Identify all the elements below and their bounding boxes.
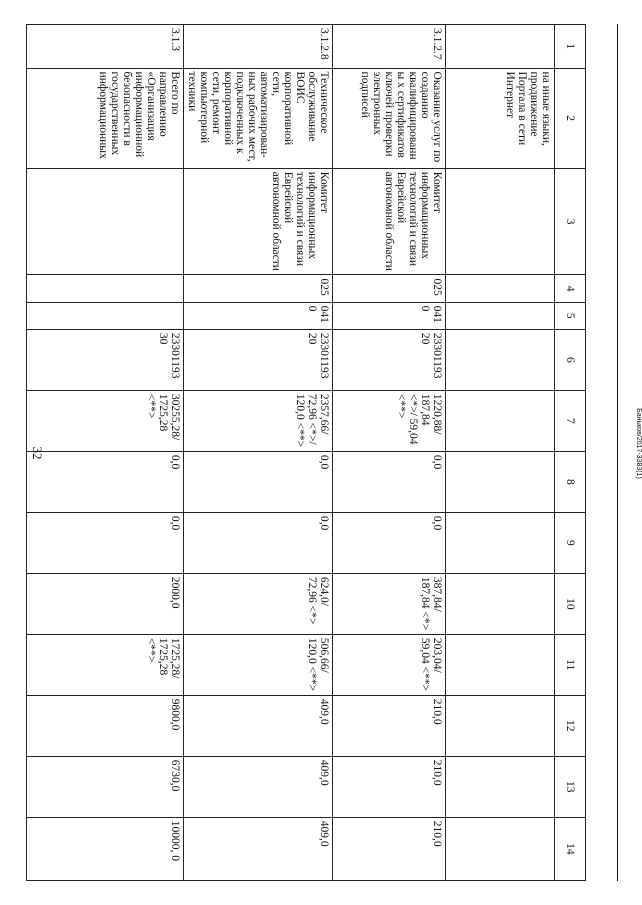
budget-table	[26, 24, 586, 881]
header-cell: 12	[555, 695, 586, 756]
rotated-sheet	[46, 24, 586, 881]
table-cell: 409,0	[184, 695, 333, 756]
table-cell: 1220,88/ 187,84 <*>/ 59,04 <**>	[333, 390, 446, 451]
header-cell: 10	[555, 573, 586, 634]
table-cell	[446, 695, 555, 756]
table-cell	[446, 451, 555, 512]
table-cell: 0,0	[184, 451, 333, 512]
table-cell	[27, 302, 184, 329]
table-cell: 10000, 0	[27, 817, 184, 880]
table-cell: 025	[333, 275, 446, 302]
header-cell: 4	[555, 275, 586, 302]
table-cell: 624,0/ 72,96 <*>	[184, 573, 333, 634]
table-cell	[446, 25, 555, 69]
table-header-row	[555, 25, 586, 881]
header-cell: 3	[555, 168, 586, 275]
table-cell: 2000,0	[27, 573, 184, 634]
table-cell: 2357,66/ 72,96 <*>/ 120,0 <**>	[184, 390, 333, 451]
table-cell: 0,0	[333, 512, 446, 573]
table-row	[184, 25, 333, 881]
header-cell: 9	[555, 512, 586, 573]
table-cell	[27, 275, 184, 302]
table-row	[333, 25, 446, 881]
table-cell	[446, 329, 555, 390]
table-cell: Всего по направлению «Организация информационной безопасности в государственных информационных	[27, 68, 184, 168]
table-cell: 6730,0	[27, 756, 184, 817]
header-cell: 5	[555, 302, 586, 329]
table-cell: 0,0	[27, 451, 184, 512]
table-cell: 387,84/ 187,84 <*>	[333, 573, 446, 634]
table-cell: на иные языки, продвижение Портала в сети Интернет	[446, 68, 555, 168]
table-cell: 3.1.2.8	[184, 25, 333, 69]
table-cell	[446, 275, 555, 302]
header-cell: 6	[555, 329, 586, 390]
table-cell: 30255,28/ 1725,28 <**>	[27, 390, 184, 451]
table-cell: 210,0	[333, 756, 446, 817]
table-cell: Комитет информационных технологий и связи Еврейской автономной области	[184, 168, 333, 275]
table-cell: 203,04/ 59,04 <**>	[333, 634, 446, 695]
table-cell: Техническое обслуживание ВОИС корпоративной сети, автоматизирован-ных рабочих мест, подключенных к корпоративной сети, ремонт компьютерной техники	[184, 68, 333, 168]
header-cell: 1	[555, 25, 586, 69]
header-cell: 2	[555, 68, 586, 168]
table-cell: 210,0	[333, 695, 446, 756]
table-cell	[446, 168, 555, 275]
table-cell	[446, 756, 555, 817]
header-cell: 11	[555, 634, 586, 695]
table-row	[446, 25, 555, 881]
table-cell	[446, 573, 555, 634]
table-cell: 0410	[184, 302, 333, 329]
table-cell: 0,0	[333, 451, 446, 512]
table-cell: 0,0	[184, 512, 333, 573]
header-cell: 13	[555, 756, 586, 817]
margin-rule	[617, 24, 618, 881]
table-cell	[446, 634, 555, 695]
table-cell	[446, 302, 555, 329]
header-cell: 8	[555, 451, 586, 512]
table-cell: 3.1.2.7	[333, 25, 446, 69]
table-cell: 23301193 20	[184, 329, 333, 390]
table-row	[27, 25, 184, 881]
table-cell: 23301193 30	[27, 329, 184, 390]
header-cell: 7	[555, 390, 586, 451]
table-cell: 9800,0	[27, 695, 184, 756]
table-cell: 210,0	[333, 817, 446, 880]
table-cell: 0,0	[27, 512, 184, 573]
table-cell: 409,0	[184, 817, 333, 880]
page-number: 32	[30, 446, 45, 460]
table-cell: Оказание услуг по созданию квалифицированны х сертификатов ключей проверки электронных подписей	[333, 68, 446, 168]
header-cell: 14	[555, 817, 586, 880]
table-cell	[446, 390, 555, 451]
table-cell: 025	[184, 275, 333, 302]
table-cell	[446, 512, 555, 573]
table-cell: 409,0	[184, 756, 333, 817]
table-cell: 3.1.3	[27, 25, 184, 69]
table-cell	[27, 168, 184, 275]
table-cell: 1725,28/ 1725,28 <**>	[27, 634, 184, 695]
document-stamp: Баньков/2017-3383(1)	[634, 408, 642, 479]
table-cell	[446, 817, 555, 880]
table-cell: 506,66/ 120,0 <**>	[184, 634, 333, 695]
table-cell: 23301193 20	[333, 329, 446, 390]
table-cell: Комитет информационных технологий и связи Еврейской автономной области	[333, 168, 446, 275]
table-cell: 0410	[333, 302, 446, 329]
